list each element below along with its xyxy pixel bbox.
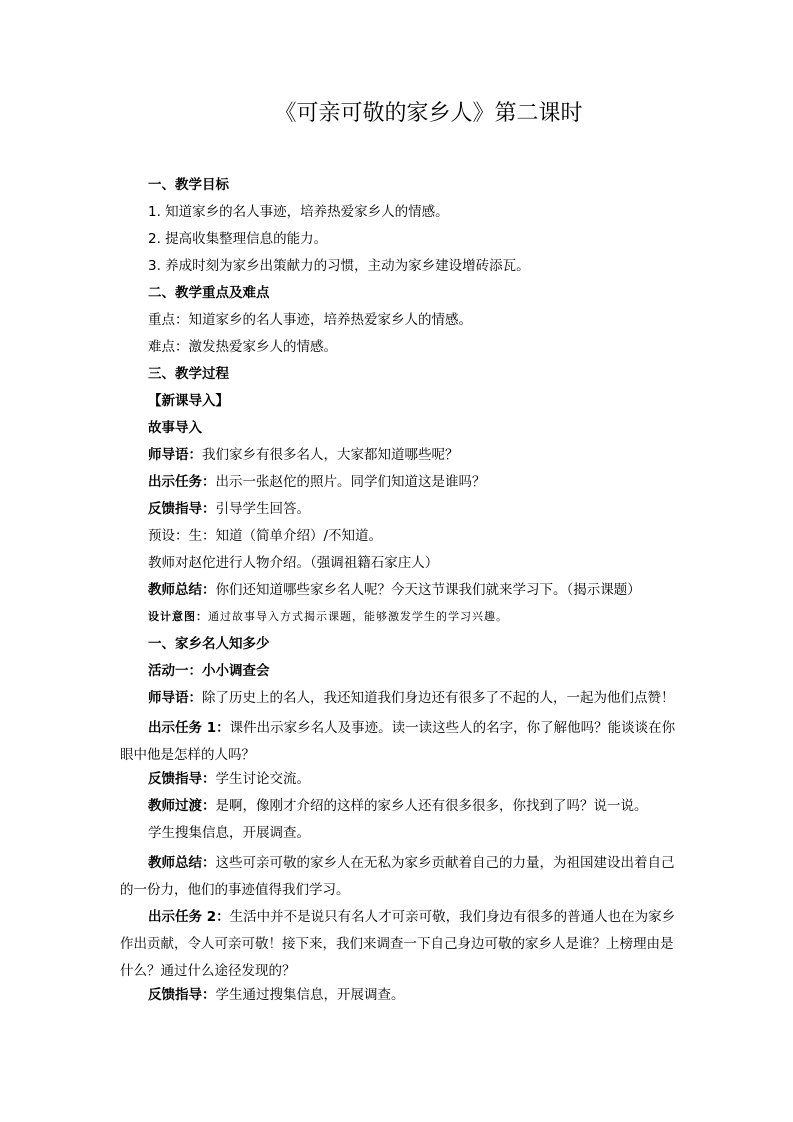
teacher-summary-line: 教师总结：你们还知道哪些家乡名人呢？今天这节课我们就来学习下。（揭示课题）	[148, 582, 641, 598]
preset-line: 预设：生：知道（简单介绍）/不知道。	[148, 528, 383, 544]
student-survey-line: 学生搜集信息，开展调查。	[148, 825, 310, 841]
difficulty-line: 难点：激发热爱家乡人的情感。	[148, 339, 337, 355]
section-heading-process: 三、教学过程	[148, 366, 229, 382]
subheading-intro: 【新课导入】	[148, 393, 229, 409]
teacher-intro-person-line: 教师对赵佗进行人物介绍。（强调祖籍石家庄人）	[148, 555, 439, 571]
section-heading-objectives: 一、教学目标	[148, 177, 229, 193]
task-line: 出示任务：出示一张赵佗的照片。同学们知道这是谁吗？	[148, 474, 486, 490]
teacher-guide-line: 师导语：除了历史上的名人，我还知道我们身边还有很多了不起的人，一起为他们点赞！	[148, 690, 675, 706]
key-point-line: 重点：知道家乡的名人事迹，培养热爱家乡人的情感。	[148, 312, 472, 328]
feedback-line-2: 反馈指导：学生讨论交流。	[148, 771, 310, 787]
section-heading-famous-people: 一、家乡名人知多少	[148, 636, 270, 652]
section-heading-key-points: 二、教学重点及难点	[148, 285, 270, 301]
objective-item: 3. 养成时刻为家乡出策献力的习惯，主动为家乡建设增砖添瓦。	[148, 258, 530, 274]
activity-heading: 活动一：小小调查会	[148, 663, 270, 679]
design-intent-line: 设计意图：通过故事导入方式揭示课题，能够激发学生的学习兴趣。	[148, 610, 508, 623]
teacher-intro-line: 师导语：我们家乡有很多名人，大家都知道哪些呢？	[148, 447, 459, 463]
task-paragraph-1: 出示任务 1：课件出示家乡名人及事迹。读一读这些人的名字，你了解他吗？能谈谈在你眼中他是怎样的人吗？	[120, 720, 676, 763]
feedback-line-3: 反馈指导：学生通过搜集信息，开展调查。	[148, 987, 405, 1003]
page-title: 《可亲可敬的家乡人》第二课时	[274, 101, 583, 126]
feedback-line: 反馈指导：引导学生回答。	[148, 501, 310, 517]
teacher-transition-line: 教师过渡：是啊，像刚才介绍的这样的家乡人还有很多很多，你找到了吗？说一说。	[148, 798, 648, 814]
objective-item: 2. 提高收集整理信息的能力。	[148, 231, 328, 247]
task-paragraph-2: 出示任务 2：生活中并不是说只有名人才可亲可敬，我们身边有很多的普通人也在为家乡作出贡献，令人可亲可敬！接下来，我们来调查一下自己身边可敬的家乡人是谁？上榜理由是什么？通过什么途径发现的？	[120, 909, 676, 979]
teacher-summary-paragraph: 教师总结：这些可亲可敬的家乡人在无私为家乡贡献着自己的力量，为祖国建设出着自己的一份力，他们的事迹值得我们学习。	[120, 855, 675, 898]
subheading-story: 故事导入	[148, 420, 202, 436]
objective-item: 1. 知道家乡的名人事迹，培养热爱家乡人的情感。	[148, 204, 449, 220]
